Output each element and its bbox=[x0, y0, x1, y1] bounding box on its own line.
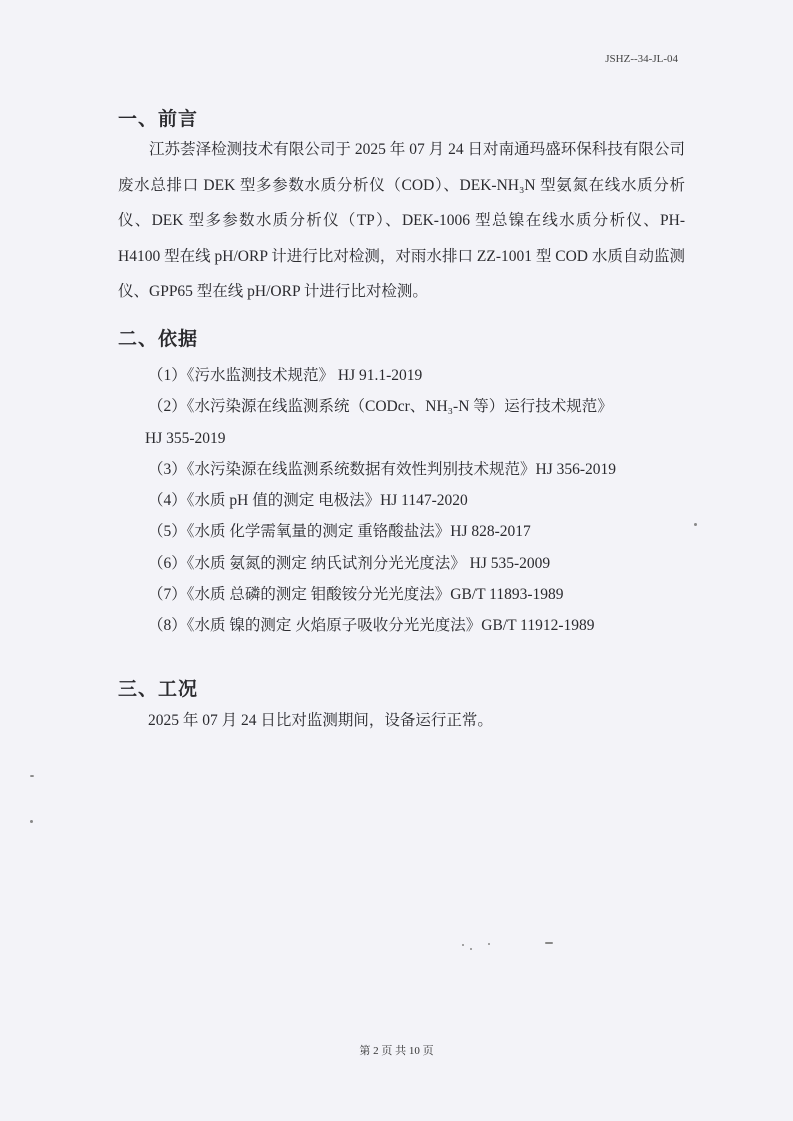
reference-list bbox=[145, 360, 617, 642]
reference-item-1: （1）《污水监测技术规范》 HJ 91.1-2019 bbox=[148, 367, 423, 384]
reference-item-7: （7）《水质 总磷的测定 钼酸铵分光光度法》GB/T 11893-1989 bbox=[148, 586, 564, 604]
scan-speck bbox=[488, 943, 490, 945]
document-code: JSHZ--34-JL-04 bbox=[605, 53, 678, 65]
reference-item-4: （4）《水质 pH 值的测定 电极法》HJ 1147-2020 bbox=[148, 492, 468, 510]
reference-item-2: （2）《水污染源在线监测系统（CODcr、NH₃-N 等）运行技术规范》 bbox=[148, 398, 613, 416]
section-title-basis: 二、依据 bbox=[118, 329, 199, 350]
reference-item-6: （6）《水质 氨氮的测定 纳氏试剂分光光度法》 HJ 535-2009 bbox=[148, 554, 551, 572]
scan-speck bbox=[470, 948, 472, 950]
scan-speck bbox=[30, 820, 33, 823]
scan-speck bbox=[462, 944, 464, 946]
scan-speck bbox=[545, 942, 553, 944]
conditions-paragraph: 2025 年 07 月 24 日比对监测期间，设备运行正常。 bbox=[148, 712, 493, 729]
reference-item-3: （3）《水污染源在线监测系统数据有效性判别技术规范》HJ 356-2019 bbox=[148, 460, 617, 478]
scan-speck bbox=[30, 775, 34, 777]
reference-item-8: （8）《水质 镍的测定 火焰原子吸收分光光度法》GB/T 11912-1989 bbox=[148, 617, 595, 635]
reference-item-5: （5）《水质 化学需氧量的测定 重铬酸盐法》HJ 828-2017 bbox=[148, 523, 531, 541]
scan-speck bbox=[694, 523, 697, 526]
section-title-conditions: 三、工况 bbox=[118, 679, 199, 700]
reference-item-2-continuation: HJ 355-2019 bbox=[145, 429, 226, 447]
intro-paragraph: 江苏荟泽检测技术有限公司于 2025 年 07 月 24 日对南通玛盛环保科技有限公司废水总排口 DEK 型多参数水质分析仪（COD）、DEK-NH₃N 型氨氮在线水质分析仪、DEK 型多参数水质分析仪（TP）、DEK-1006 型总镍在线水质分析仪、PH-H4100 型在线 pH/ORP 计进行比对检测，对雨水排口 ZZ-1001 型 COD 水质自动监测仪、GPP65 型在线 pH/ORP 计进行比对检测。 bbox=[118, 141, 685, 300]
page-number: 第 2 页 共 10 页 bbox=[359, 1045, 434, 1057]
section-title-intro: 一、前言 bbox=[118, 109, 199, 130]
